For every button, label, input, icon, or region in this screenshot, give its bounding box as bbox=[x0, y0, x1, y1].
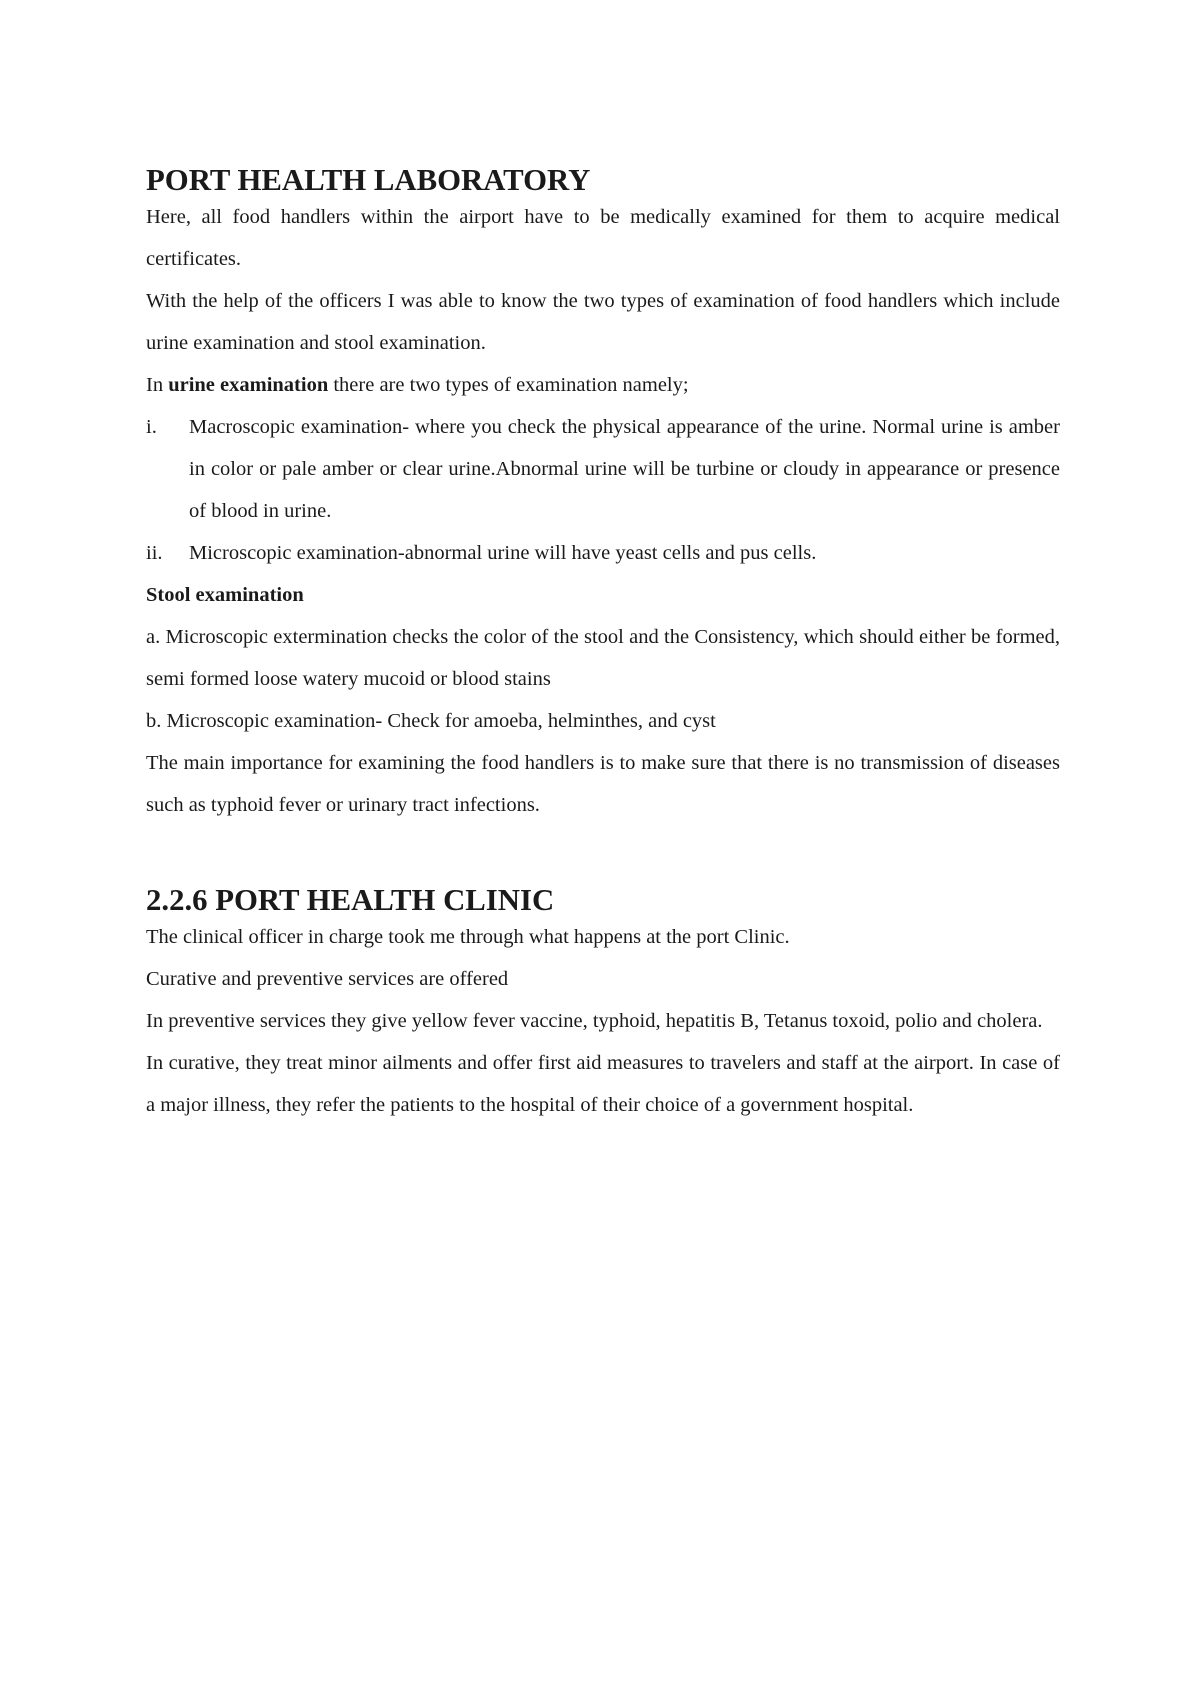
paragraph-preventive: In preventive services they give yellow fever vaccine, typhoid, hepatitis B, Tetanus toxoid, polio and cholera. bbox=[146, 1010, 1043, 1032]
list-item-text: Microscopic examination-abnormal urine will have yeast cells and pus cells. bbox=[189, 542, 817, 564]
urine-list-item-1 bbox=[146, 406, 1060, 532]
urine-intro-prefix: In bbox=[146, 374, 169, 396]
paragraph-officers-help: With the help of the officers I was able to know the two types of examination of food handlers which include urine examination and stool examination. bbox=[146, 290, 1060, 354]
paragraph-services-offered: Curative and preventive services are offered bbox=[146, 968, 509, 990]
list-item-text: Macroscopic examination- where you check the physical appearance of the urine. Normal urine is amber in color or pale amber or clear urine.Abnormal urine will be turbine or cloudy in appearance or presence of blood in urine. bbox=[189, 416, 1060, 522]
paragraph-stool-b: b. Microscopic examination- Check for amoeba, helminthes, and cyst bbox=[146, 710, 716, 732]
urine-list-item-2 bbox=[146, 532, 1060, 574]
paragraph-clinical-officer: The clinical officer in charge took me through what happens at the port Clinic. bbox=[146, 926, 790, 948]
paragraph-food-handlers: Here, all food handlers within the airport have to be medically examined for them to acquire medical certificates. bbox=[146, 206, 1060, 270]
paragraph-importance: The main importance for examining the food handlers is to make sure that there is no transmission of diseases such as typhoid fever or urinary tract infections. bbox=[146, 752, 1060, 816]
stool-examination-heading bbox=[146, 574, 1060, 616]
paragraph-curative: In curative, they treat minor ailments and offer first aid measures to travelers and staff at the airport. In case of a major illness, they refer the patients to the hospital of their choice of a government hospital. bbox=[146, 1052, 1060, 1116]
section-heading-port-health-clinic: 2.2.6 PORT HEALTH CLINIC bbox=[146, 883, 555, 917]
stool-heading-text: Stool examination bbox=[146, 584, 304, 606]
urine-intro-suffix: there are two types of examination namely; bbox=[328, 374, 689, 396]
urine-intro-bold: urine examination bbox=[168, 374, 329, 396]
section-spacer bbox=[146, 826, 1060, 884]
list-marker: i. bbox=[146, 416, 157, 438]
document-page bbox=[146, 164, 1060, 1126]
list-marker: ii. bbox=[146, 542, 163, 564]
section-heading-port-health-laboratory: PORT HEALTH LABORATORY bbox=[146, 163, 591, 197]
paragraph-stool-a: a. Microscopic extermination checks the color of the stool and the Consistency, which should either be formed, semi formed loose watery mucoid or blood stains bbox=[146, 626, 1060, 690]
paragraph-urine-intro bbox=[146, 364, 1060, 406]
